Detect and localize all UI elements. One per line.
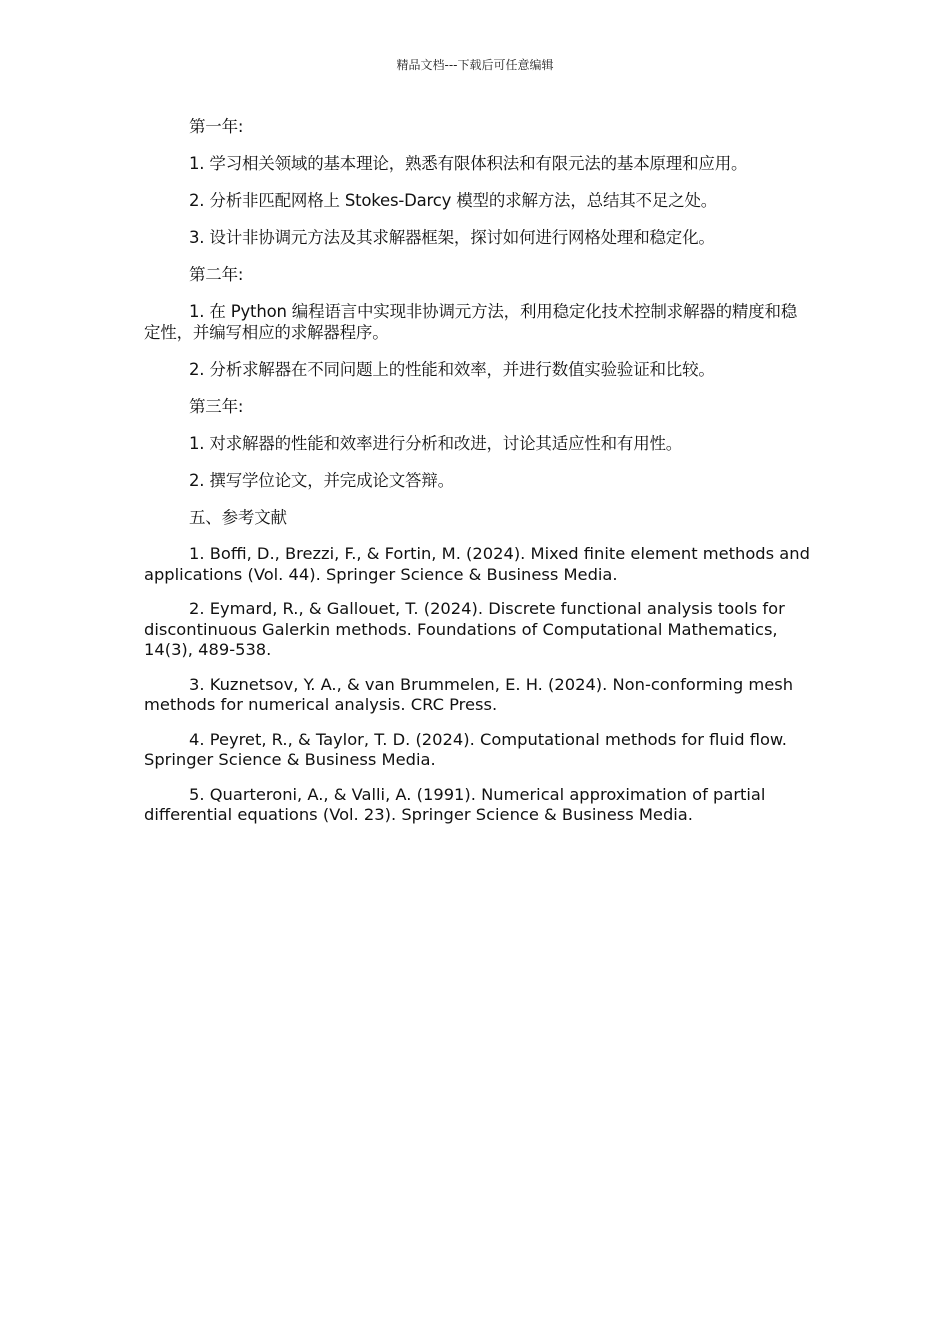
year1-item: 2. 分析非匹配网格上 Stokes-Darcy 模型的求解方法，总结其不足之处。: [189, 191, 718, 210]
page-header: 精品文档---下载后可任意编辑: [396, 58, 554, 72]
document-body: [144, 116, 810, 840]
year2-item: 1. 在 Python 编程语言中实现非协调元方法，利用稳定化技术控制求解器的精度和稳定性，并编写相应的求解器程序。: [144, 302, 798, 342]
year2-heading: 第二年:: [189, 265, 244, 284]
reference-item: 1. Boffi, D., Brezzi, F., & Fortin, M. (2024). Mixed finite element methods and applications (Vol. 44). Springer Science & Business Media.: [144, 544, 810, 584]
year1-item: 1. 学习相关领域的基本理论，熟悉有限体积法和有限元法的基本原理和应用。: [189, 154, 748, 173]
year3-item: 1. 对求解器的性能和效率进行分析和改进，讨论其适应性和有用性。: [189, 434, 683, 453]
year3-item: 2. 撰写学位论文，并完成论文答辩。: [189, 471, 454, 490]
reference-item: 4. Peyret, R., & Taylor, T. D. (2024). Computational methods for fluid flow. Springer Science & Business Media.: [144, 729, 787, 769]
year1-item: 3. 设计非协调元方法及其求解器框架，探讨如何进行网格处理和稳定化。: [189, 228, 715, 247]
reference-item: 5. Quarteroni, A., & Valli, A. (1991). Numerical approximation of partial differential equations (Vol. 23). Springer Science & Business Media.: [144, 784, 766, 824]
year2-item: 2. 分析求解器在不同问题上的性能和效率，并进行数值实验验证和比较。: [189, 360, 715, 379]
reference-item: 3. Kuznetsov, Y. A., & van Brummelen, E. H. (2024). Non-conforming mesh methods for numerical analysis. CRC Press.: [144, 674, 794, 714]
year1-heading: 第一年:: [189, 117, 244, 136]
year3-heading: 第三年:: [189, 397, 244, 416]
reference-item: 2. Eymard, R., & Gallouet, T. (2024). Discrete functional analysis tools for discontinuous Galerkin methods. Foundations of Computational Mathematics, 14(3), 489-538.: [144, 599, 785, 659]
references-heading: 五、参考文献: [189, 508, 287, 527]
